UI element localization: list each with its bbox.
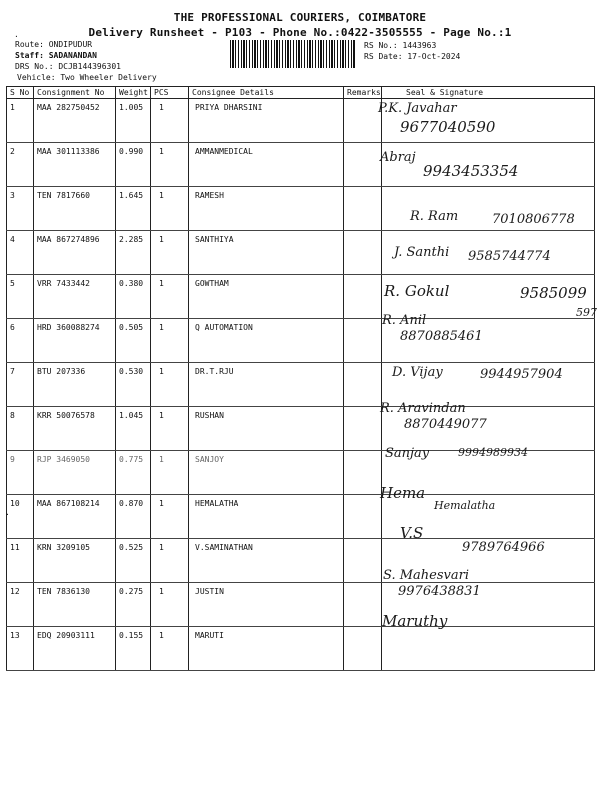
row-remarks	[344, 99, 382, 143]
row-pcs: 1	[151, 495, 189, 539]
handwritten-phone: 8870449077	[404, 417, 487, 432]
row-remarks	[344, 187, 382, 231]
handwritten-signature: R. Anil	[382, 313, 427, 328]
handwritten-phone-overflow: 597	[576, 306, 597, 319]
row-consignment: MAA 867108214	[34, 495, 116, 539]
rs-no-line	[364, 41, 436, 51]
row-weight: 0.990	[116, 143, 151, 187]
row-weight: 0.275	[116, 583, 151, 627]
row-weight: 1.645	[116, 187, 151, 231]
row-consignee: RAMESH	[189, 187, 344, 231]
row-consignee: SANTHIYA	[189, 231, 344, 275]
company-title: THE PROFESSIONAL COURIERS, COIMBATORE	[173, 11, 427, 24]
handwritten-signature: Maruthy	[382, 612, 448, 630]
col-remarks: Remarks	[344, 87, 382, 99]
drs-line	[15, 62, 121, 72]
staff-value: SADANANDAN	[48, 51, 97, 60]
row-sno: 7	[7, 363, 34, 407]
row-consignment: RJP 3469050	[34, 451, 116, 495]
row-pcs: 1	[151, 627, 189, 671]
row-sno: 11	[7, 539, 34, 583]
row-weight: 0.530	[116, 363, 151, 407]
row-remarks	[344, 319, 382, 363]
handwritten-phone: 9943453354	[423, 162, 519, 180]
row-remarks	[344, 407, 382, 451]
row-pcs: 1	[151, 99, 189, 143]
runsheet-subtitle: Delivery Runsheet - P103 - Phone No.:0422-3505555 - Page No.:1	[88, 26, 512, 39]
row-consignee: DR.T.RJU	[189, 363, 344, 407]
table-row	[7, 495, 595, 539]
row-weight: 0.525	[116, 539, 151, 583]
handwritten-signature: P.K. Javahar	[378, 101, 457, 116]
table-row	[7, 275, 595, 319]
row-consignee: HEMALATHA	[189, 495, 344, 539]
row-consignee: MARUTI	[189, 627, 344, 671]
row-pcs: 1	[151, 407, 189, 451]
row-pcs: 1	[151, 451, 189, 495]
handwritten-phone: 9994989934	[458, 446, 528, 459]
handwritten-signature: Hema	[380, 484, 426, 502]
row-consignee: RUSHAN	[189, 407, 344, 451]
row-pcs: 1	[151, 275, 189, 319]
row-weight: 0.870	[116, 495, 151, 539]
scan-speck: ·	[14, 32, 19, 41]
drs-value: DCJB144396301	[58, 62, 121, 71]
row-sno: 4	[7, 231, 34, 275]
col-weight: Weight	[116, 87, 151, 99]
row-remarks	[344, 363, 382, 407]
rs-no-label: RS No.:	[364, 41, 398, 50]
handwritten-phone: 9789764966	[462, 540, 545, 555]
row-consignee: Q AUTOMATION	[189, 319, 344, 363]
row-consignee: PRIYA DHARSINI	[189, 99, 344, 143]
row-consignee: SANJOY	[189, 451, 344, 495]
row-sno: 12	[7, 583, 34, 627]
col-pcs: PCS	[151, 87, 189, 99]
handwritten-signature: V.S	[400, 524, 424, 542]
row-consignment: MAA 867274896	[34, 231, 116, 275]
row-pcs: 1	[151, 319, 189, 363]
col-consignee: Consignee Details	[189, 87, 344, 99]
row-consignee: V.SAMINATHAN	[189, 539, 344, 583]
row-weight: 0.380	[116, 275, 151, 319]
rs-date-value: 17-Oct-2024	[407, 52, 461, 61]
handwritten-phone: 7010806778	[492, 212, 575, 227]
row-sno: 9	[7, 451, 34, 495]
staff-line	[15, 51, 97, 61]
row-sno: 10	[7, 495, 34, 539]
row-consignee: GOWTHAM	[189, 275, 344, 319]
row-consignment: TEN 7836130	[34, 583, 116, 627]
row-remarks	[344, 451, 382, 495]
table-header	[7, 87, 595, 99]
handwritten-phone: 9585099	[520, 284, 587, 302]
row-consignment: BTU 207336	[34, 363, 116, 407]
handwritten-phone: 9585744774	[468, 249, 551, 264]
row-sno: 5	[7, 275, 34, 319]
row-pcs: 1	[151, 363, 189, 407]
vehicle-line: Vehicle: Two Wheeler Delivery	[17, 73, 157, 82]
row-sno: 2	[7, 143, 34, 187]
handwritten-note: Hemalatha	[434, 499, 496, 512]
handwritten-phone: 9677040590	[400, 118, 496, 136]
barcode	[230, 40, 356, 68]
row-weight: 1.045	[116, 407, 151, 451]
row-consignment: KRR 50076578	[34, 407, 116, 451]
handwritten-signature: R. Aravindan	[380, 401, 466, 416]
route-value: ONDIPUDUR	[48, 40, 93, 49]
rs-date-label: RS Date:	[364, 52, 403, 61]
row-remarks	[344, 231, 382, 275]
row-weight: 1.005	[116, 99, 151, 143]
row-remarks	[344, 275, 382, 319]
table-row	[7, 583, 595, 627]
handwritten-signature: J. Santhi	[394, 245, 450, 260]
handwritten-signature: R. Gokul	[384, 282, 450, 300]
row-weight: 0.505	[116, 319, 151, 363]
row-remarks	[344, 143, 382, 187]
row-remarks	[344, 583, 382, 627]
handwritten-signature: Sanjay	[385, 446, 430, 461]
handwritten-signature: R. Ram	[410, 209, 459, 224]
row-sno: 6	[7, 319, 34, 363]
scan-speck: ·	[5, 510, 10, 519]
handwritten-phone: 8870885461	[400, 329, 483, 344]
table-row	[7, 407, 595, 451]
row-consignee: JUSTIN	[189, 583, 344, 627]
col-seal: Seal & Signature	[382, 87, 595, 99]
handwritten-phone: 9976438831	[398, 584, 481, 599]
row-remarks	[344, 539, 382, 583]
row-weight: 2.285	[116, 231, 151, 275]
row-seal	[382, 627, 595, 671]
route-label: Route:	[15, 40, 44, 49]
table-row	[7, 99, 595, 143]
row-consignment: EDQ 20903111	[34, 627, 116, 671]
table-row	[7, 319, 595, 363]
drs-label: DRS No.:	[15, 62, 54, 71]
rs-no-value: 1443963	[402, 41, 437, 50]
table-row	[7, 627, 595, 671]
row-sno: 1	[7, 99, 34, 143]
row-weight: 0.775	[116, 451, 151, 495]
row-pcs: 1	[151, 583, 189, 627]
handwritten-signature: Abraj	[380, 150, 416, 165]
row-sno: 13	[7, 627, 34, 671]
staff-label: Staff:	[15, 51, 44, 60]
row-consignment: MAA 301113386	[34, 143, 116, 187]
row-consignment: KRN 3209105	[34, 539, 116, 583]
row-consignee: AMMANMEDICAL	[189, 143, 344, 187]
row-weight: 0.155	[116, 627, 151, 671]
row-remarks	[344, 627, 382, 671]
rs-date-line	[364, 52, 460, 62]
handwritten-phone: 9944957904	[480, 367, 563, 382]
row-pcs: 1	[151, 143, 189, 187]
row-pcs: 1	[151, 231, 189, 275]
handwritten-signature: S. Mahesvari	[383, 568, 469, 583]
row-pcs: 1	[151, 539, 189, 583]
row-remarks	[344, 495, 382, 539]
row-consignment: MAA 282750452	[34, 99, 116, 143]
handwritten-signature: D. Vijay	[392, 365, 443, 380]
row-consignment: VRR 7433442	[34, 275, 116, 319]
row-consignment: TEN 7817660	[34, 187, 116, 231]
row-sno: 8	[7, 407, 34, 451]
row-sno: 3	[7, 187, 34, 231]
route-line	[15, 40, 92, 50]
col-sno: S No	[7, 87, 34, 99]
col-consignment: Consignment No	[34, 87, 116, 99]
row-pcs: 1	[151, 187, 189, 231]
row-consignment: HRD 360088274	[34, 319, 116, 363]
